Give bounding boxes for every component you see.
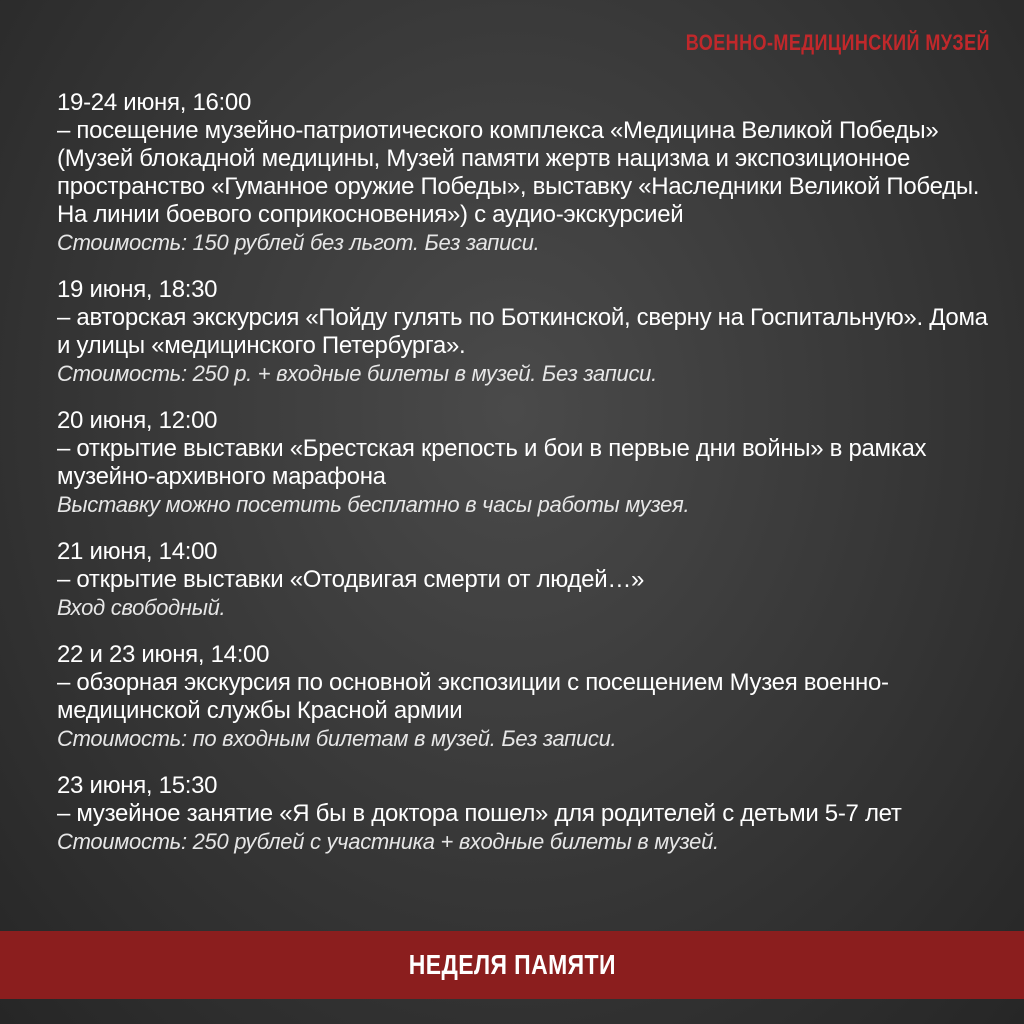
event-description: – обзорная экскурсия по основной экспозиции с посещением Музея военно-медицинской службы Красной армии (57, 669, 889, 724)
events-list (57, 89, 997, 875)
event-item (57, 641, 997, 752)
event-note: Выставку можно посетить бесплатно в часы работы музея. (57, 492, 690, 517)
event-date: 19 июня, 18:30 (57, 276, 218, 303)
museum-brand-title: ВОЕННО-МЕДИЦИНСКИЙ МУЗЕЙ (685, 30, 990, 55)
event-note: Стоимость: 250 рублей с участника + входные билеты в музей. (57, 829, 719, 854)
event-date: 19-24 июня, 16:00 (57, 89, 252, 116)
event-date: 21 июня, 14:00 (57, 538, 218, 565)
event-note: Стоимость: по входным билетам в музей. Без записи. (57, 726, 617, 751)
event-description: – посещение музейно-патриотического комплекса «Медицина Великой Победы» (Музей блокадной медицины, Музей памяти жертв нацизма и экспозиционное пространство «Гуманное оружие Победы», выставку «Наследники Великой Победы. На линии боевого соприкосновения») с аудио-экскурсией (57, 117, 980, 228)
event-description: – музейное занятие «Я бы в доктора пошел» для родителей с детьми 5-7 лет (57, 800, 902, 827)
event-description: – авторская экскурсия «Пойду гулять по Боткинской, сверну на Госпитальную». Дома и улицы «медицинского Петербурга». (57, 304, 988, 359)
event-note: Стоимость: 250 р. + входные билеты в музей. Без записи. (57, 361, 657, 386)
event-item (57, 89, 997, 256)
footer-banner (0, 931, 1024, 999)
event-item (57, 276, 997, 387)
event-date: 20 июня, 12:00 (57, 407, 218, 434)
event-item (57, 407, 997, 518)
event-note: Стоимость: 150 рублей без льгот. Без записи. (57, 230, 540, 255)
event-item (57, 538, 997, 621)
event-description: – открытие выставки «Отодвигая смерти от людей…» (57, 566, 645, 593)
event-date: 23 июня, 15:30 (57, 772, 218, 799)
event-description: – открытие выставки «Брестская крепость и бои в первые дни войны» в рамках музейно-архивного марафона (57, 435, 927, 490)
event-date: 22 и 23 июня, 14:00 (57, 641, 270, 668)
event-note: Вход свободный. (57, 595, 226, 620)
event-item (57, 772, 997, 855)
footer-title: НЕДЕЛЯ ПАМЯТИ (408, 949, 616, 980)
